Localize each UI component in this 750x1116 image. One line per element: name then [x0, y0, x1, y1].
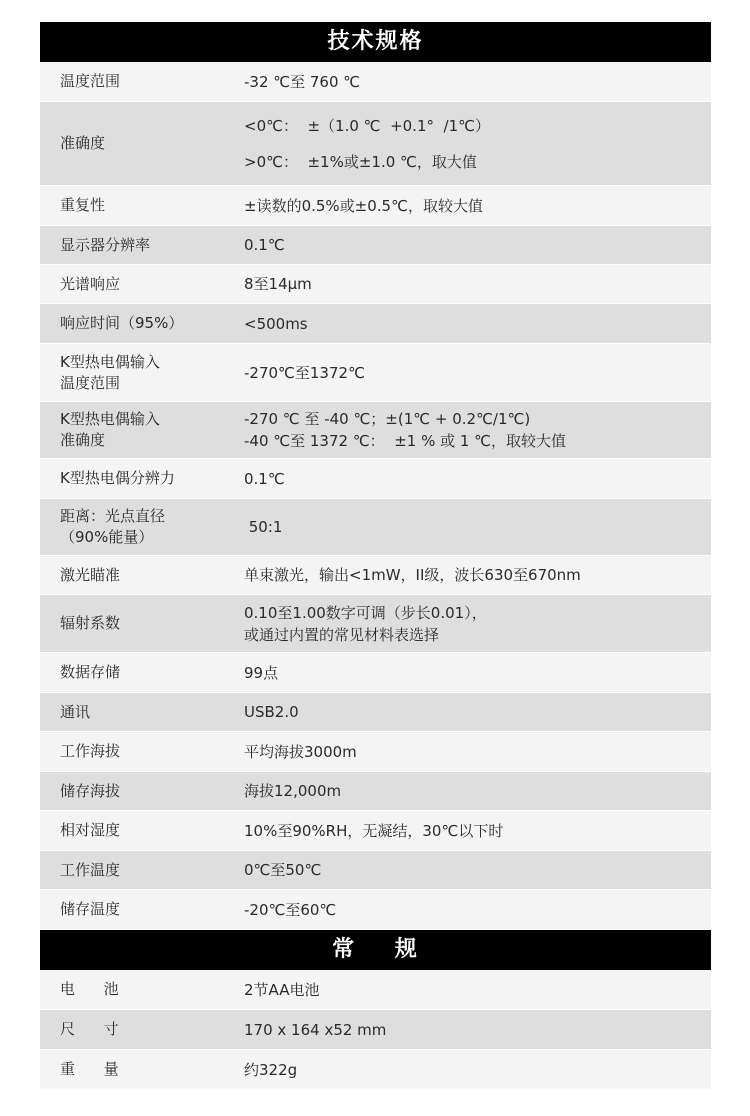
- table-row: [40, 595, 711, 653]
- row-label-line: 温度范围: [60, 373, 121, 392]
- row-label: [40, 274, 225, 295]
- row-label-line: 显示器分辨率: [60, 235, 151, 254]
- row-label-line: 光谱响应: [60, 274, 121, 293]
- row-value-line: 或通过内置的常见材料表选择: [244, 625, 440, 644]
- row-label: [40, 702, 225, 723]
- row-label-line: 数据存储: [60, 663, 121, 681]
- table-row: [40, 693, 711, 732]
- row-value: [225, 1059, 711, 1081]
- spec-sheet: [40, 22, 711, 1090]
- row-value-line: 0.1℃: [244, 236, 285, 254]
- row-value: [225, 234, 711, 256]
- spec-table: [40, 62, 711, 930]
- row-label-line: 工作海拔: [60, 742, 121, 760]
- row-label-line: 温度范围: [60, 72, 121, 90]
- row-value: [225, 362, 711, 384]
- row-value: [225, 468, 711, 490]
- row-value: [225, 979, 711, 1001]
- row-label-line: 储存温度: [60, 900, 121, 918]
- row-value-line: <500ms: [244, 314, 308, 333]
- row-value-line: <0℃： ±（1.0 ℃ +0.1° /1℃）: [244, 116, 490, 135]
- table-row: [40, 62, 711, 102]
- row-label-line: 工作温度: [60, 860, 121, 879]
- row-value: [225, 780, 711, 802]
- row-label-line: 响应时间（95%）: [60, 314, 184, 332]
- row-value-line: 单束激光，输出<1mW，II级，波长630至670nm: [244, 566, 581, 584]
- row-label: [40, 352, 225, 394]
- table-row: [40, 402, 711, 459]
- table-row: [40, 772, 711, 811]
- row-label: [40, 409, 225, 451]
- row-label-line: K型热电偶分辨力: [60, 469, 175, 487]
- table-row: [40, 459, 711, 499]
- row-label-line: 准确度: [60, 134, 106, 152]
- row-label-line: 重复性: [60, 196, 106, 214]
- row-label: [40, 133, 225, 154]
- row-value-line: -20℃至60℃: [244, 900, 337, 919]
- row-label: [40, 565, 225, 586]
- general-table: [40, 970, 711, 1090]
- row-value-line: USB2.0: [244, 703, 299, 721]
- row-value: [225, 71, 711, 93]
- row-value: [225, 602, 711, 646]
- row-label-line: 辐射系数: [60, 614, 121, 632]
- row-value-line: 50:1: [244, 518, 283, 536]
- table-row: [40, 499, 711, 556]
- table-row: [40, 186, 711, 226]
- row-label: [40, 1059, 225, 1080]
- row-value-line: 平均海拔3000m: [244, 742, 357, 761]
- row-label: [40, 979, 225, 1000]
- table-row: [40, 1010, 711, 1050]
- row-label: [40, 662, 225, 683]
- row-label-line: 尺 寸: [60, 1020, 119, 1038]
- row-label: [40, 860, 225, 881]
- table-row: [40, 970, 711, 1010]
- table-row: [40, 653, 711, 693]
- row-value-line: 海拔12,000m: [244, 782, 342, 800]
- spec-section-title: 技术规格: [40, 22, 711, 62]
- row-value: [225, 741, 711, 763]
- row-value-line: -32 ℃至 760 ℃: [244, 72, 361, 91]
- table-row: [40, 732, 711, 772]
- row-value: [225, 273, 711, 295]
- row-value-line: 8至14μm: [244, 275, 312, 293]
- row-value-line: 0.1℃: [244, 469, 285, 488]
- table-row: [40, 265, 711, 304]
- row-label: [40, 195, 225, 216]
- row-label: [40, 1019, 225, 1040]
- table-row: [40, 851, 711, 890]
- row-label-line: 通讯: [60, 702, 91, 721]
- table-row: [40, 890, 711, 930]
- row-label-line: 距离：光点直径: [60, 507, 166, 525]
- row-value-line: >0℃： ±1%或±1.0 ℃，取大值: [244, 152, 477, 171]
- row-label-line: 电 池: [60, 980, 119, 998]
- row-value-line: 99点: [244, 663, 279, 682]
- row-value: [225, 701, 711, 723]
- row-label-line: （90%能量）: [60, 528, 154, 546]
- row-label-line: 激光瞄准: [60, 565, 121, 584]
- row-label: [40, 741, 225, 762]
- row-label: [40, 899, 225, 920]
- row-label-line: 相对湿度: [60, 821, 121, 839]
- row-value: [225, 564, 711, 586]
- row-label-line: K型热电偶输入: [60, 410, 160, 428]
- row-value: [225, 516, 711, 538]
- table-row: [40, 226, 711, 265]
- row-value: [225, 899, 711, 921]
- row-value: [225, 313, 711, 335]
- row-value: [225, 820, 711, 842]
- row-value-line: 0℃至50℃: [244, 861, 322, 879]
- row-value-line: -40 ℃至 1372 ℃： ±1 % 或 1 ℃，取较大值: [244, 432, 567, 450]
- row-label: [40, 506, 225, 548]
- row-value-line: 2节AA电池: [244, 980, 320, 999]
- table-row: [40, 344, 711, 402]
- row-value: [225, 195, 711, 217]
- row-value-line: -270℃至1372℃: [244, 363, 365, 382]
- row-value-line: 170 x 164 x52 mm: [244, 1020, 387, 1039]
- row-value-line: -270 ℃ 至 -40 ℃；±(1℃ + 0.2℃/1℃): [244, 410, 531, 428]
- row-value-line: 10%至90%RH，无凝结，30℃以下时: [244, 821, 504, 840]
- row-label: [40, 820, 225, 841]
- row-value-line: ±读数的0.5%或±0.5℃，取较大值: [244, 196, 483, 215]
- row-label: [40, 781, 225, 802]
- row-value-line: 约322g: [244, 1060, 298, 1079]
- row-label-line: 储存海拔: [60, 781, 121, 800]
- row-label: [40, 235, 225, 256]
- row-label-line: 重 量: [60, 1060, 119, 1078]
- row-label: [40, 468, 225, 489]
- table-row: [40, 102, 711, 186]
- row-label-line: 准确度: [60, 431, 106, 449]
- row-label-line: K型热电偶输入: [60, 352, 160, 371]
- row-label: [40, 71, 225, 92]
- row-value: [225, 859, 711, 881]
- row-value: [225, 662, 711, 684]
- row-value: [225, 408, 711, 452]
- row-label: [40, 613, 225, 634]
- row-label: [40, 313, 225, 334]
- table-row: [40, 556, 711, 595]
- row-value: [225, 115, 711, 173]
- table-row: [40, 304, 711, 344]
- row-value: [225, 1019, 711, 1041]
- general-section-title: 常 规: [40, 930, 711, 970]
- table-row: [40, 811, 711, 851]
- row-value-line: 0.10至1.00数字可调（步长0.01），: [244, 603, 487, 622]
- table-row: [40, 1050, 711, 1090]
